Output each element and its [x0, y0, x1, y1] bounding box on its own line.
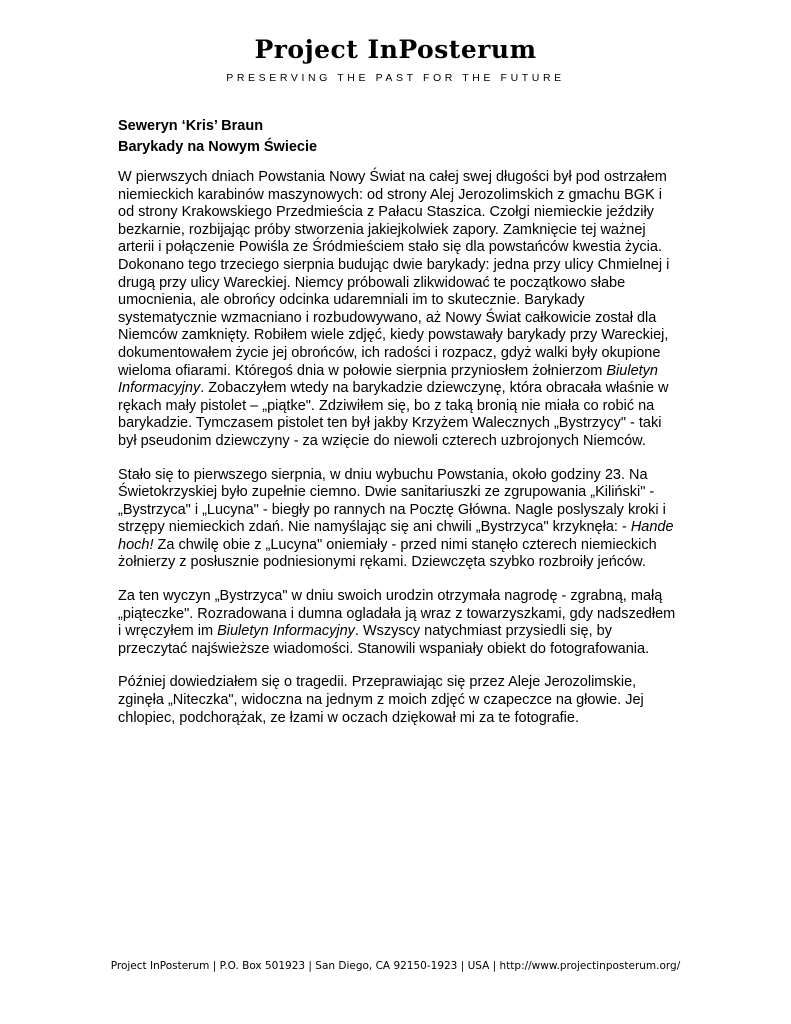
paragraph-2-text-a: Stało się to pierwszego sierpnia, w dniu wybuchu Powstania, około godziny 23. Na Świetokrzyskiej było zupełnie ciemno. Dwie sanitariuszki ze zgrupowania „Kiliński" - „Bystrzyca" i „Lucyna" - biegły po rannych na Pocztę Główna. Nagle poslyszaly kroki i strzępy niemieckich zdań. Nie namyślając się ani chwili „Bystrzyca" krzyknęła: -	[118, 466, 666, 536]
footer-contact: Project InPosterum | P.O. Box 501923 | San Diego, CA 92150-1923 | USA | http://www.projectinposterum.org/	[110, 960, 681, 972]
paragraph-3-text-a: Za ten wyczyn „Bystrzyca" w dniu swoich urodzin otrzymała nagrodę - zgrabną, małą „piąteczke". Rozradowana i dumna ogladała ją wraz z towarzyszkami, gdy nadszedłem i wręczyłem im	[118, 588, 676, 640]
tagline: PRESERVING THE PAST FOR THE FUTURE	[226, 72, 565, 84]
paragraph-1-italic: Biuletyn Informacyjny	[118, 362, 658, 397]
article-author: Seweryn ‘Kris’ Braun	[118, 118, 264, 134]
paragraph-1-text-a: W pierwszych dniach Powstania Nowy Świat na całej swej długości był pod ostrzałem niemieckich karabinów maszynowych: od strony Alej Jerozolimskich z gmachu BGK i od strony Krakowskiego Przedmieścia z Pałacu Staszica. Czołgi niemieckie jeździły bezkarnie, rozbijając próby stworzenia jakiejkolwiek zapory. Zamknięcie tej ważnej arterii i połączenie Powiśla ze Śródmieściem stało się dla powstańców kwestia życia. Dokonano tego trzeciego sierpnia budując dwie barykady: jedna przy ulicy Chmielnej i drugą przy ulicy Wareckiej. Niemcy próbowali zlikwidować te początkowo słabe umocnienia, ale obrońcy odcinka udaremniali im to skutecznie. Barykady systematycznie wzmacniano i rozbudowywano, aż Nowy Świat całkowicie został dla Niemców zamknięty. Robiłem wiele zdjęć, kiedy powstawały barykady przy Wareckiej, dokumentowałem życie jej obrońców, ich radości i rozpacz, gdyż walki były okupione wieloma ofiarami. Któregoś dnia w połowie sierpnia przyniosłem żołnierzom	[118, 169, 670, 379]
article-title: Barykady na Nowym Świecie	[118, 139, 318, 155]
paragraph-2	[118, 467, 678, 573]
paragraph-3	[118, 588, 678, 658]
brand-logo-text: Project InPosterum	[254, 35, 537, 64]
masthead	[0, 34, 791, 85]
paragraph-2-italic: Hande hoch!	[118, 519, 674, 553]
paragraph-2-text-b: Za chwilę obie z „Lucyna" oniemiały - przed nimi stanęło czterech niemieckich żołnierzy z posłusznie podniesionymi rękami. Dziewczęta szybko rozbroiły jeńców.	[118, 536, 657, 571]
paragraph-1-text-b: . Zobaczyłem wtedy na barykadzie dziewczynę, która obracała właśnie w rękach mały pistolet – „piątke". Zdziwiłem się, bo z taką bronią nie miała co robić na barykadzie. Tymczasem pistolet ten był jakby Krzyżem Walecznych „Bystrzycy" - taki był pseudonim dziewczyny - za wzięcie do niewoli czterech uzbrojonych Niemców.	[118, 380, 669, 449]
paragraph-4: Później dowiedziałem się o tragedii. Przeprawiając się przez Aleje Jerozolimskie, zginęła „Niteczka", widoczna na jednym z moich zdjęć w czapeczce na głowie. Jej chlopiec, podchorążak, ze łzami w oczach dziękował mi za te fotografie.	[118, 674, 644, 726]
article	[118, 117, 678, 727]
paragraph-3-text-b: . Wszyscy natychmiast przysiedli się, by przeczytać najświeższe wiadomości. Stanowili wspaniały obiekt do fotografowania.	[118, 623, 650, 657]
paragraph-1	[118, 169, 678, 451]
paragraph-3-italic: Biuletyn Informacyjny	[217, 623, 355, 640]
